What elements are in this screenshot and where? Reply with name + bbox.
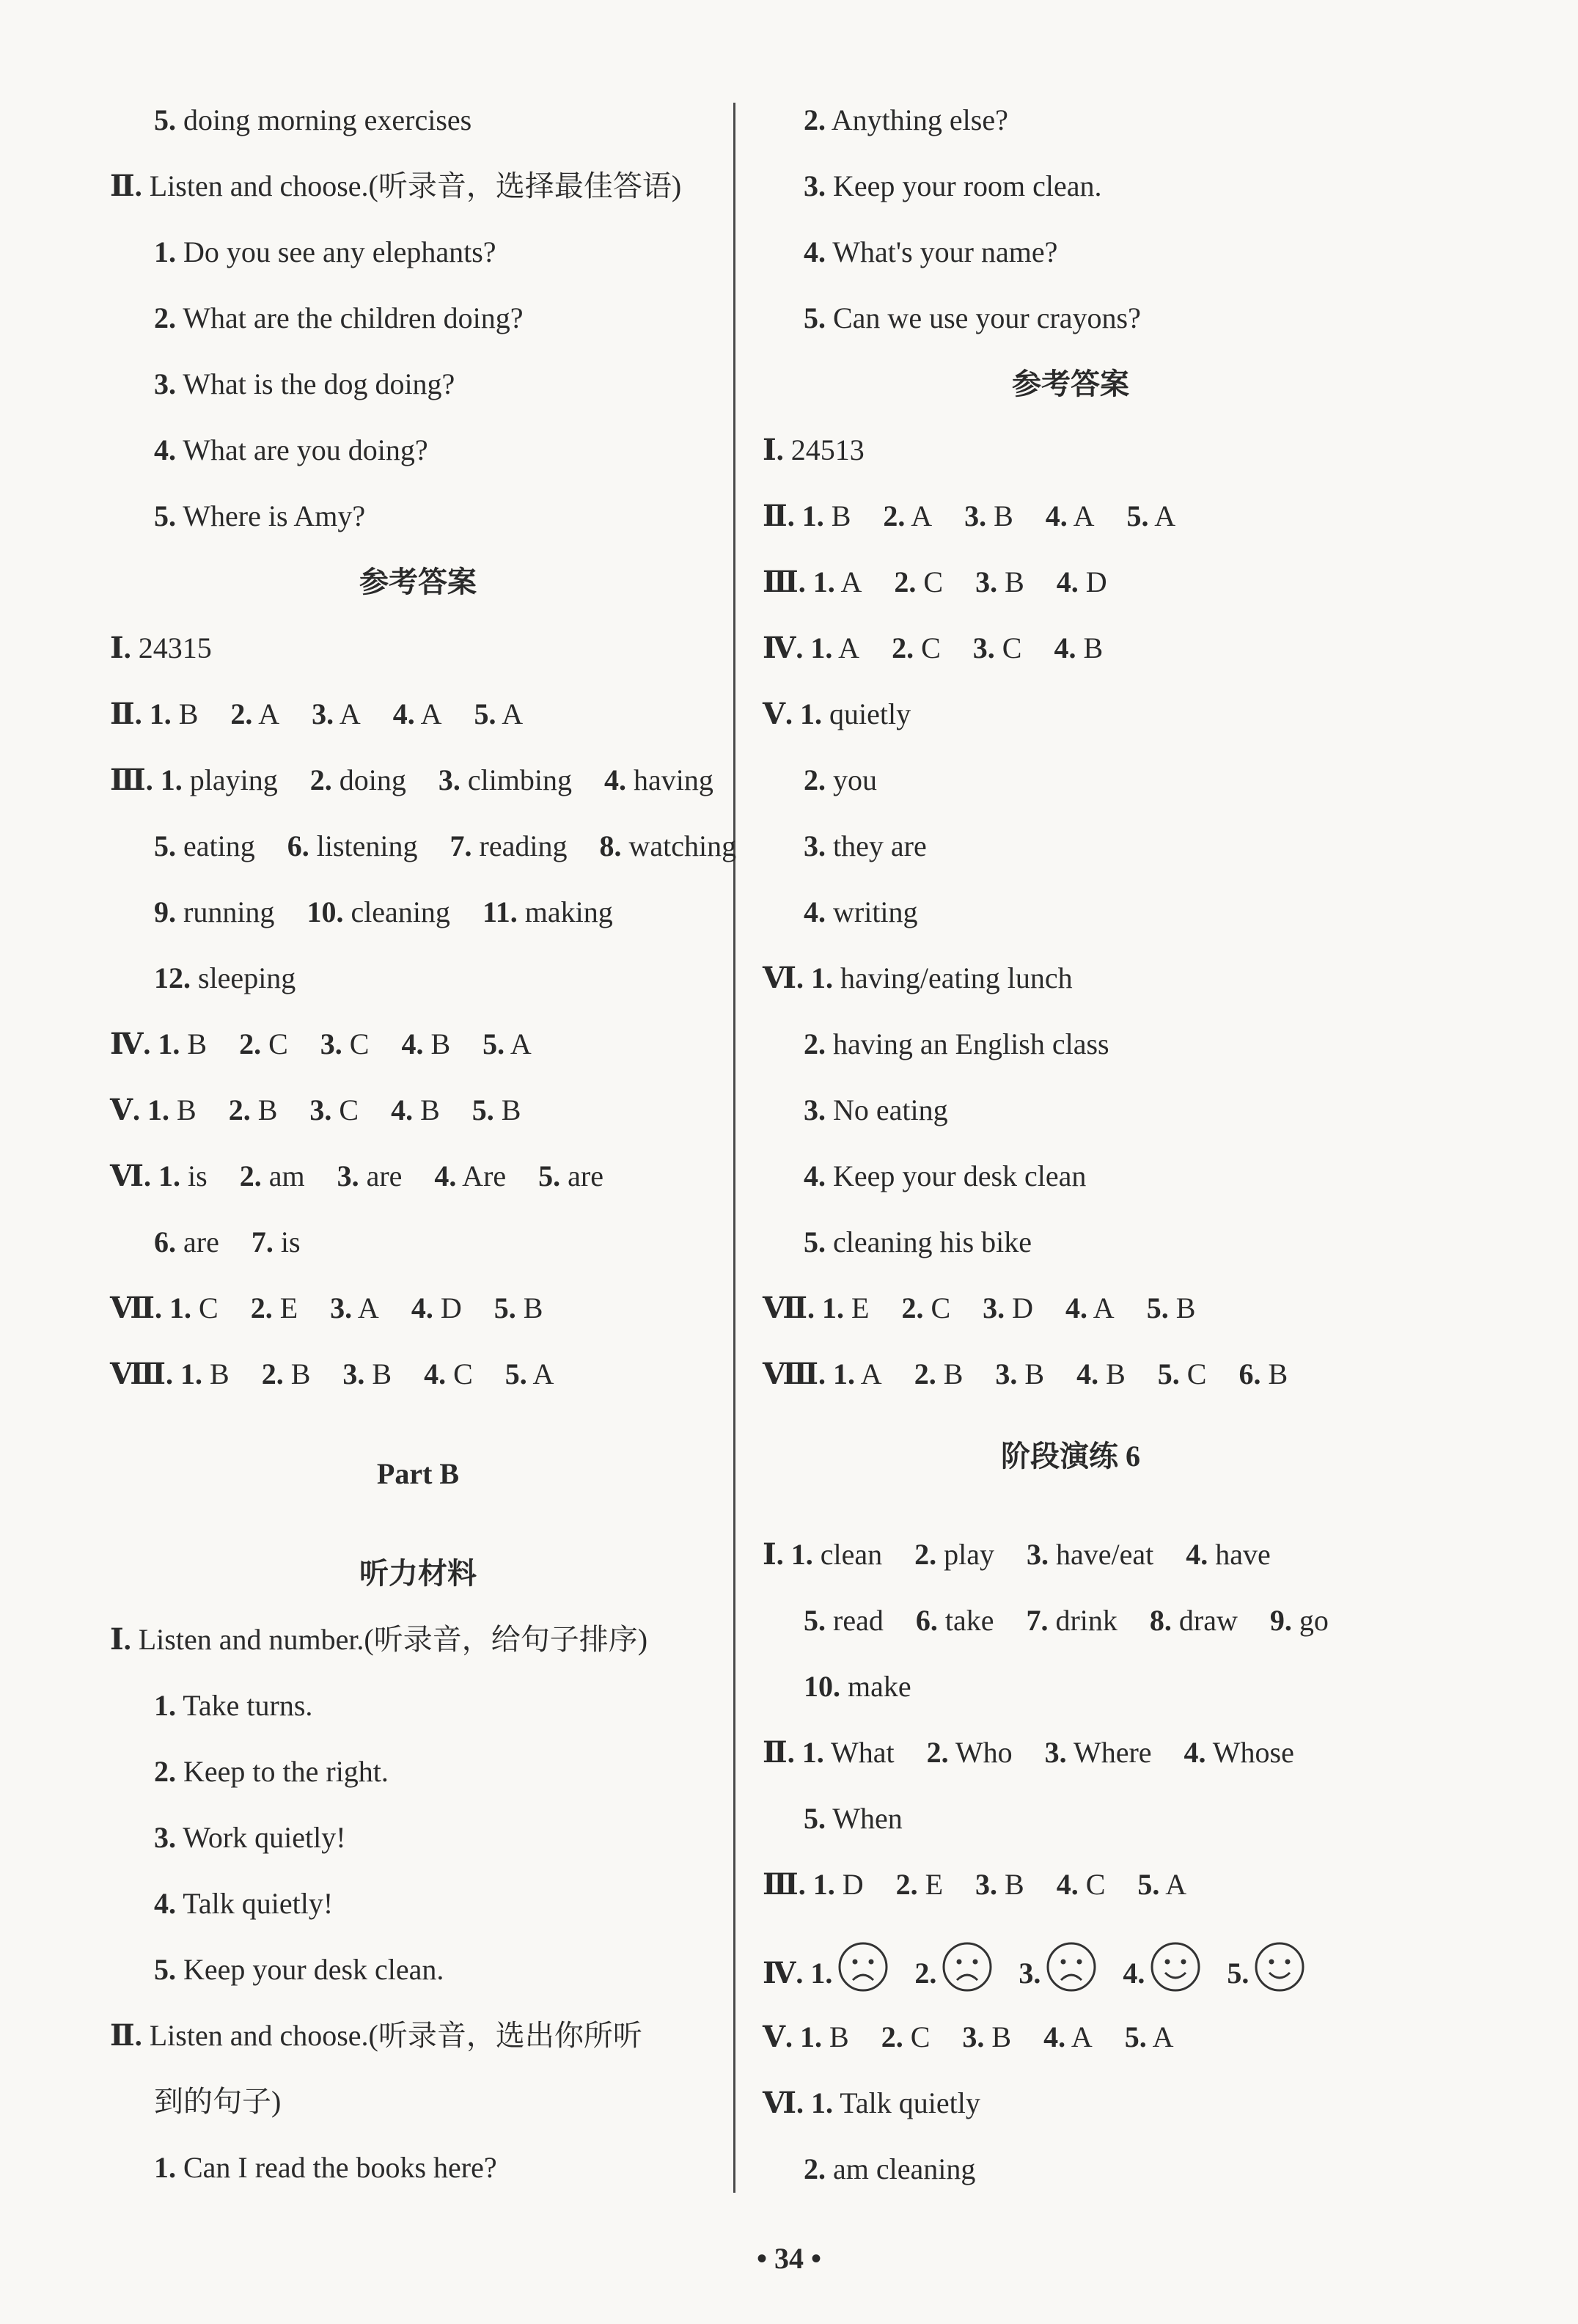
- answer-item: 5. A: [474, 697, 524, 730]
- answer-item: 3. Where: [1044, 1736, 1152, 1769]
- section-heading: Ⅱ. Listen and choose.(听录音，选择最佳答语): [110, 169, 682, 202]
- answer-item: 3. are: [337, 1159, 403, 1192]
- answer-line: Ⅰ. 24513: [763, 433, 865, 466]
- answer-item: Ⅲ. 1. playing: [110, 763, 278, 796]
- answer-item: Ⅴ. 1. B: [110, 1093, 197, 1126]
- text-line: 3. What is the dog doing?: [154, 367, 455, 400]
- answer-item: 4. Are: [434, 1159, 507, 1192]
- answer-line: [110, 695, 523, 733]
- answer-item: 2. Who: [926, 1736, 1013, 1769]
- answer-item: 2.: [914, 1957, 937, 1990]
- answer-line: [154, 893, 613, 931]
- text-line: 5. Keep your desk clean.: [154, 1953, 444, 1986]
- answer-item: Ⅰ. 1. clean: [763, 1538, 883, 1571]
- stage-practice-heading: 阶段演练 6: [1001, 1440, 1140, 1473]
- answer-heading: 参考答案: [359, 565, 477, 598]
- answer-item: 3.: [1019, 1957, 1041, 1990]
- answer-item: 5. A: [1124, 2020, 1174, 2053]
- answer-item: 3. B: [975, 1868, 1024, 1901]
- answer-item: 7. drink: [1026, 1604, 1118, 1637]
- answer-item: 3. C: [972, 631, 1022, 664]
- answer-line: Ⅴ. 1. quietly: [763, 697, 911, 730]
- answer-line: 12. sleeping: [154, 961, 296, 994]
- answer-line: Ⅵ. 1. having/eating lunch: [763, 961, 1073, 994]
- answer-item: 4. B: [1076, 1357, 1126, 1390]
- answer-item: 2. E: [250, 1291, 298, 1324]
- answer-item: 5. A: [482, 1027, 532, 1060]
- answer-item: 4. D: [411, 1291, 462, 1324]
- answer-line: 10. make: [804, 1670, 911, 1703]
- text-line: 5. doing morning exercises: [154, 103, 472, 136]
- answer-item: 3. B: [342, 1357, 392, 1390]
- answer-item: Ⅶ. 1. E: [763, 1291, 870, 1324]
- answer-line: 5. When: [804, 1802, 903, 1835]
- answer-item: 2. E: [895, 1868, 944, 1901]
- answer-item: 3. B: [995, 1357, 1045, 1390]
- answer-item: 3. climbing: [438, 763, 573, 796]
- answer-item: 2. C: [894, 565, 944, 598]
- answer-line: [763, 2018, 1173, 2056]
- text-line: 3. Work quietly!: [154, 1821, 346, 1854]
- text-line: 3. Keep your room clean.: [804, 169, 1102, 202]
- answer-item: 5.: [1227, 1957, 1249, 1990]
- answer-item: 6. B: [1238, 1357, 1288, 1390]
- answer-item: 2. A: [230, 697, 280, 730]
- answer-line: [763, 563, 1107, 601]
- answer-line: [763, 1734, 1294, 1772]
- text-line: 4. What's your name?: [804, 235, 1058, 268]
- answer-item: 2. B: [914, 1357, 964, 1390]
- answer-item: 4.: [1123, 1957, 1145, 1990]
- answer-item: 8. draw: [1149, 1604, 1238, 1637]
- answer-item: 6. are: [154, 1225, 219, 1258]
- answer-line: 4. writing: [804, 895, 918, 928]
- text-line: 2. Anything else?: [804, 103, 1008, 136]
- answer-item: 5. C: [1157, 1357, 1207, 1390]
- answer-item: 11. making: [482, 895, 613, 928]
- answer-line: [110, 761, 713, 799]
- answer-item: Ⅱ. 1. B: [110, 697, 199, 730]
- answer-item: 2. C: [239, 1027, 288, 1060]
- answer-item: 8. watching: [599, 829, 737, 862]
- answer-item: 3. A: [312, 697, 361, 730]
- answer-item: Ⅱ. 1. What: [763, 1736, 895, 1769]
- answer-item: 4. C: [1056, 1868, 1106, 1901]
- section-heading: Ⅱ. Listen and choose.(听录音，选出你所听: [110, 2019, 642, 2052]
- answer-item: 4. Whose: [1184, 1736, 1294, 1769]
- part-heading: Part B: [376, 1457, 460, 1490]
- answer-item: 4. D: [1056, 565, 1107, 598]
- text-line: 1. Do you see any elephants?: [154, 235, 496, 268]
- answer-item: 5. are: [538, 1159, 603, 1192]
- answer-line: 5. cleaning his bike: [804, 1225, 1032, 1258]
- answer-item: Ⅳ. 1.: [763, 1957, 833, 1990]
- answer-item: 4. A: [1045, 499, 1095, 532]
- text-line: 1. Can I read the books here?: [154, 2151, 497, 2184]
- answer-item: 9. running: [154, 895, 275, 928]
- text-line: 2. Keep to the right.: [154, 1755, 389, 1788]
- answer-line: [110, 1289, 543, 1327]
- text-line: 到的句子): [154, 2085, 282, 2118]
- answer-line: [110, 1025, 532, 1063]
- answer-item: Ⅲ. 1. D: [763, 1868, 864, 1901]
- answer-line: Ⅰ. 24315: [110, 631, 212, 664]
- answer-item: 3. C: [320, 1027, 370, 1060]
- answer-line: Ⅵ. 1. Talk quietly: [763, 2086, 980, 2119]
- answer-item: 2. am: [239, 1159, 305, 1192]
- column-divider: [733, 103, 735, 2193]
- answer-item: 4. have: [1186, 1538, 1271, 1571]
- answer-line: [763, 1355, 1288, 1393]
- answer-item: 5. A: [1126, 499, 1176, 532]
- answer-item: 5. B: [493, 1291, 543, 1324]
- answer-item: 4. B: [1054, 631, 1104, 664]
- answer-item: 3. A: [330, 1291, 379, 1324]
- answer-item: 9. go: [1269, 1604, 1329, 1637]
- answer-line: [804, 1602, 1329, 1640]
- answer-line: [763, 629, 1103, 667]
- answer-line: 3. No eating: [804, 1093, 948, 1126]
- face-answer-line: [763, 1940, 1331, 1993]
- text-line: 5. Can we use your crayons?: [804, 301, 1141, 334]
- happy-face-icon: [1149, 1940, 1202, 1993]
- answer-line: [763, 1866, 1186, 1904]
- answer-line: 2. am cleaning: [804, 2152, 976, 2185]
- answer-line: [110, 1157, 603, 1195]
- sad-face-icon: [1045, 1940, 1098, 1993]
- section-heading: Ⅰ. Listen and number.(听录音，给句子排序): [110, 1623, 648, 1656]
- answer-line: [154, 827, 736, 865]
- happy-face-icon: [1253, 1940, 1306, 1993]
- answer-item: 3. have/eat: [1026, 1538, 1154, 1571]
- answer-item: Ⅳ. 1. A: [763, 631, 860, 664]
- answer-line: [763, 497, 1175, 535]
- answer-item: 6. listening: [287, 829, 418, 862]
- answer-item: Ⅷ. 1. B: [110, 1357, 230, 1390]
- listening-heading: 听力材料: [359, 1557, 477, 1590]
- answer-item: 6. take: [915, 1604, 994, 1637]
- answer-item: Ⅲ. 1. A: [763, 565, 862, 598]
- sad-face-icon: [941, 1940, 994, 1993]
- answer-item: Ⅱ. 1. B: [763, 499, 851, 532]
- answer-item: 7. is: [251, 1225, 301, 1258]
- answer-item: Ⅶ. 1. C: [110, 1291, 219, 1324]
- answer-item: Ⅵ. 1. is: [110, 1159, 208, 1192]
- answer-line: 2. you: [804, 763, 877, 796]
- answer-item: 4. B: [391, 1093, 440, 1126]
- answer-item: 7. reading: [449, 829, 568, 862]
- answer-item: 3. B: [975, 565, 1024, 598]
- answer-item: 5. read: [804, 1604, 884, 1637]
- answer-item: 5. eating: [154, 829, 255, 862]
- answer-item: Ⅴ. 1. B: [763, 2020, 849, 2053]
- answer-item: 3. B: [964, 499, 1013, 532]
- answer-line: [110, 1355, 554, 1393]
- answer-item: 5. B: [471, 1093, 521, 1126]
- answer-item: Ⅳ. 1. B: [110, 1027, 208, 1060]
- answer-line: [763, 1536, 1271, 1574]
- answer-item: Ⅷ. 1. A: [763, 1357, 882, 1390]
- text-line: 5. Where is Amy?: [154, 499, 366, 532]
- answer-item: 2. B: [228, 1093, 278, 1126]
- answer-line: [154, 1223, 301, 1261]
- text-line: 4. Talk quietly!: [154, 1887, 334, 1920]
- text-line: 4. What are you doing?: [154, 433, 428, 466]
- answer-line: 3. they are: [804, 829, 927, 862]
- answer-item: 10. cleaning: [307, 895, 450, 928]
- answer-item: 4. A: [1065, 1291, 1115, 1324]
- answer-line: 2. having an English class: [804, 1027, 1109, 1060]
- answer-item: 2. C: [892, 631, 941, 664]
- answer-item: 5. A: [1137, 1868, 1187, 1901]
- text-line: 1. Take turns.: [154, 1689, 313, 1722]
- answer-item: 2. C: [901, 1291, 951, 1324]
- answer-line: [110, 1091, 521, 1129]
- answer-item: 2. doing: [309, 763, 406, 796]
- answer-line: [763, 1289, 1195, 1327]
- answer-item: 5. B: [1146, 1291, 1196, 1324]
- answer-item: 2. B: [261, 1357, 311, 1390]
- answer-item: 3. B: [962, 2020, 1012, 2053]
- answer-item: 2. C: [881, 2020, 931, 2053]
- answer-item: 3. D: [983, 1291, 1034, 1324]
- answer-heading: 参考答案: [1012, 367, 1129, 400]
- answer-line: 4. Keep your desk clean: [804, 1159, 1087, 1192]
- answer-item: 4. A: [1043, 2020, 1093, 2053]
- answer-item: 3. C: [309, 1093, 359, 1126]
- answer-item: 4. having: [604, 763, 713, 796]
- text-line: 2. What are the children doing?: [154, 301, 524, 334]
- sad-face-icon: [837, 1940, 889, 1993]
- answer-item: 2. play: [914, 1538, 994, 1571]
- answer-item: 5. A: [504, 1357, 554, 1390]
- answer-item: 4. B: [401, 1027, 451, 1060]
- page-number: • 34 •: [756, 2242, 821, 2275]
- answer-item: 4. C: [424, 1357, 473, 1390]
- answer-item: 4. A: [392, 697, 442, 730]
- answer-item: 2. A: [883, 499, 933, 532]
